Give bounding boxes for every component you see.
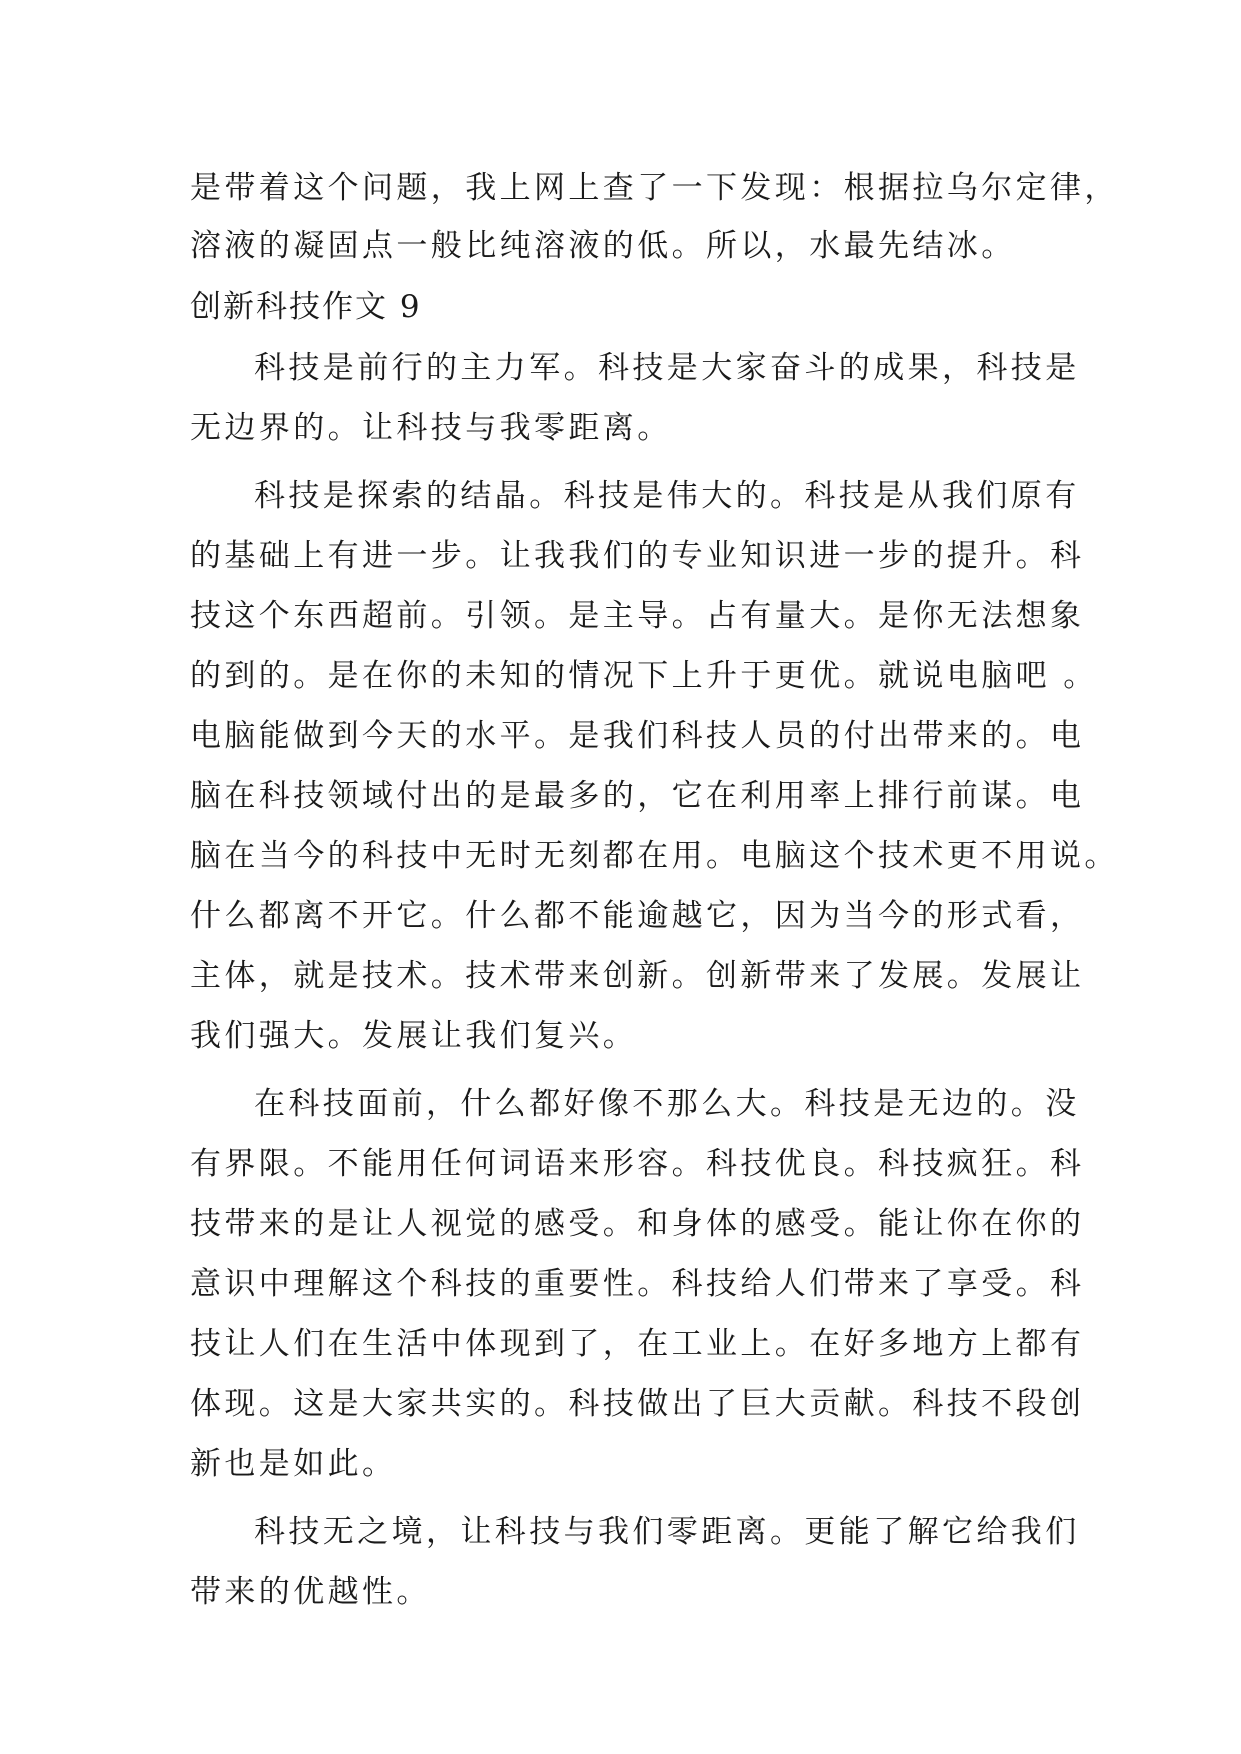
paragraph-line: 科技无之境，让科技与我们零距离。更能了解它给我们 [254,1514,1080,1550]
paragraph-2 [190,466,1119,1066]
paragraph-line: 脑在当今的科技中无时无刻都在用。电脑这个技术更不用说。 [190,838,1119,874]
paragraph-line: 什么都离不开它。什么都不能逾越它，因为当今的形式看， [190,898,1085,934]
paragraph-line: 脑在科技领域付出的是最多的，它在利用率上排行前谋。电 [190,778,1085,814]
paragraph-line: 电脑能做到今天的水平。是我们科技人员的付出带来的。电 [190,718,1085,754]
paragraph-line: 的基础上有进一步。让我我们的专业知识进一步的提升。科 [190,538,1085,574]
section-heading: 创新科技作文 9 [190,289,422,325]
paragraph-line: 无边界的。让科技与我零距离。 [190,410,672,446]
document-body [190,158,1119,1622]
paragraph-3 [190,1074,1085,1494]
paragraph-line: 我们强大。发展让我们复兴。 [190,1018,638,1054]
paragraph-line: 带来的优越性。 [190,1574,431,1610]
paragraph-line: 体现。这是大家共实的。科技做出了巨大贡献。科技不段创 [190,1386,1085,1422]
paragraph-line: 技带来的是让人视觉的感受。和身体的感受。能让你在你的 [190,1206,1085,1242]
paragraph-4 [190,1502,1080,1622]
paragraph-line: 技让人们在生活中体现到了，在工业上。在好多地方上都有 [190,1326,1085,1362]
paragraph-line: 在科技面前，什么都好像不那么大。科技是无边的。没 [254,1086,1080,1122]
paragraph-line: 的到的。是在你的未知的情况下上升于更优。就说电脑吧 。 [190,658,1098,694]
paragraph-1 [190,338,1080,458]
intro-line-1: 是带着这个问题，我上网上查了一下发现：根据拉乌尔定律， [190,170,1119,206]
paragraph-line: 主体，就是技术。技术带来创新。创新带来了发展。发展让 [190,958,1085,994]
paragraph-line: 新也是如此。 [190,1446,397,1482]
paragraph-line: 科技是探索的结晶。科技是伟大的。科技是从我们原有 [254,478,1080,514]
intro-line-2: 溶液的凝固点一般比纯溶液的低。所以，水最先结冰。 [190,228,1016,264]
paragraph-line: 意识中理解这个科技的重要性。科技给人们带来了享受。科 [190,1266,1085,1302]
paragraph-line: 技这个东西超前。引领。是主导。占有量大。是你无法想象 [190,598,1085,634]
paragraph-line: 有界限。不能用任何词语来形容。科技优良。科技疯狂。科 [190,1146,1085,1182]
paragraph-line: 科技是前行的主力军。科技是大家奋斗的成果，科技是 [254,350,1080,386]
